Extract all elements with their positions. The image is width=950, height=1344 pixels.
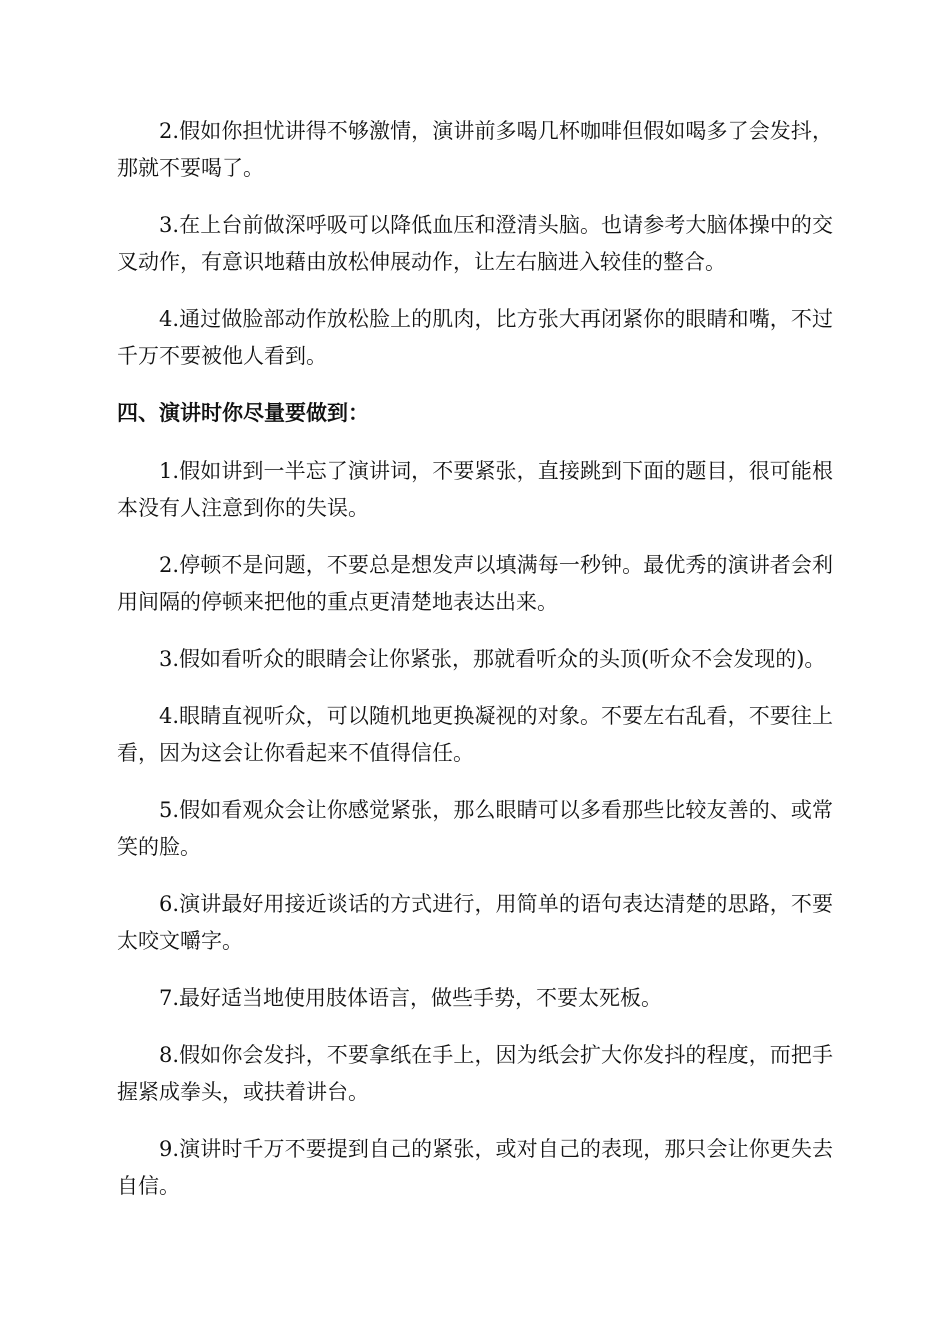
paragraph-tip-4: 4.通过做脸部动作放松脸上的肌肉，比方张大再闭紧你的眼睛和嘴，不过千万不要被他人看到。 (117, 307, 833, 368)
list-item-2: 2.停顿不是问题，不要总是想发声以填满每一秒钟。最优秀的演讲者会利用间隔的停顿来把他的重点更清楚地表达出来。 (117, 553, 833, 614)
list-item-9: 9.演讲时千万不要提到自己的紧张，或对自己的表现，那只会让你更失去自信。 (117, 1137, 833, 1198)
paragraph-tip-3: 3.在上台前做深呼吸可以降低血压和澄清头脑。也请参考大脑体操中的交叉动作，有意识地藉由放松伸展动作，让左右脑进入较佳的整合。 (117, 213, 833, 274)
document-page (117, 113, 833, 1225)
list-item-7: 7.最好适当地使用肢体语言，做些手势，不要太死板。 (159, 986, 663, 1010)
section-heading: 四、演讲时你尽量要做到： (117, 401, 369, 425)
list-item-1: 1.假如讲到一半忘了演讲词，不要紧张，直接跳到下面的题目，很可能根本没有人注意到你的失误。 (117, 459, 833, 520)
list-item-8: 8.假如你会发抖，不要拿纸在手上，因为纸会扩大你发抖的程度，而把手握紧成拳头，或扶着讲台。 (117, 1043, 833, 1104)
list-item-5: 5.假如看观众会让你感觉紧张，那么眼睛可以多看那些比较友善的、或常笑的脸。 (117, 798, 833, 859)
list-item-6: 6.演讲最好用接近谈话的方式进行，用简单的语句表达清楚的思路，不要太咬文嚼字。 (117, 892, 833, 953)
list-item-3: 3.假如看听众的眼睛会让你紧张，那就看听众的头顶(听众不会发现的)。 (159, 647, 826, 671)
list-item-4: 4.眼睛直视听众，可以随机地更换凝视的对象。不要左右乱看，不要往上看，因为这会让你看起来不值得信任。 (117, 704, 833, 765)
paragraph-tip-2: 2.假如你担忧讲得不够激情，演讲前多喝几杯咖啡但假如喝多了会发抖，那就不要喝了。 (117, 119, 833, 180)
